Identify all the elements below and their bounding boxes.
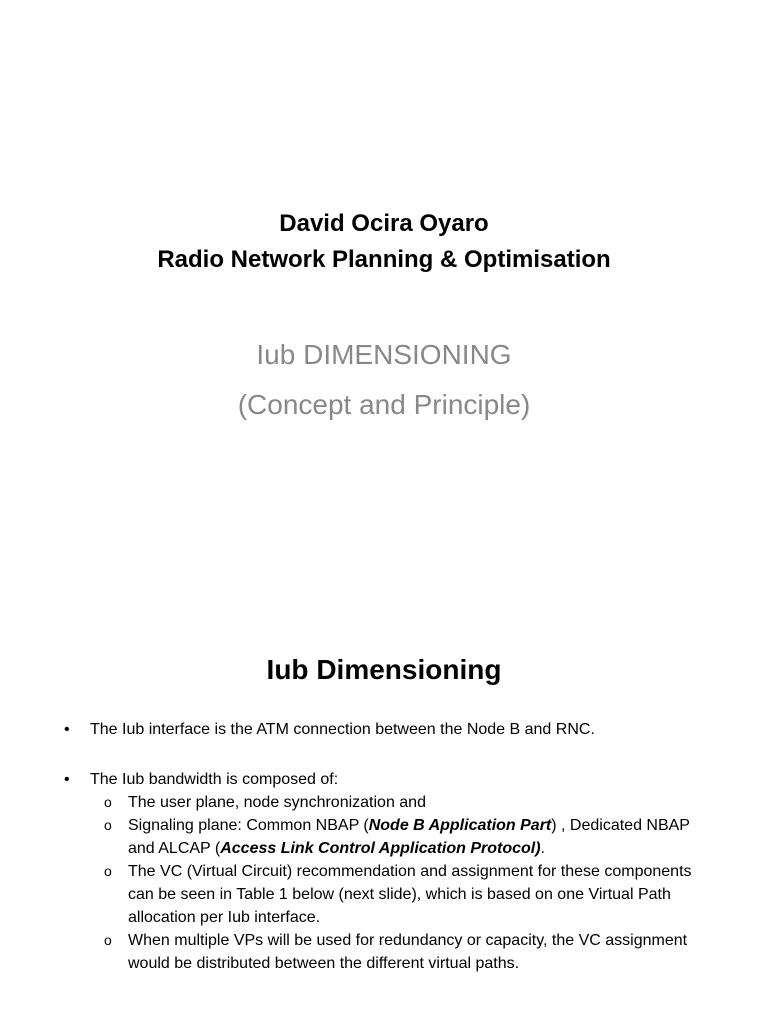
bullet-text: The Iub interface is the ATM connection between the Node B and RNC. [90, 721, 595, 738]
sub-bullet-text-part: ) , Dedicated NBAP and ALCAP ( [128, 817, 690, 857]
sub-bullet-text: The VC (Virtual Circuit) recommendation and assignment for these components can be seen in Table 1 below (next slide), which is based on one Virtual Path allocation per Iub interface. [128, 863, 692, 926]
sub-bullet-emphasis: Access Link Control Application Protocol) [220, 840, 541, 857]
bullet-text: The Iub bandwidth is composed of: [90, 771, 339, 788]
slide-title: Iub Dimensioning [266, 654, 502, 685]
sub-bullet-marker: o [104, 817, 112, 833]
sub-bullet-text-part: Signaling plane: Common NBAP ( [128, 817, 369, 834]
sub-bullet-list [90, 791, 700, 975]
sub-bullet-text: The user plane, node synchronization and [128, 794, 426, 811]
subtitle-line-2: (Concept and Principle) [237, 389, 531, 420]
bullet-item [60, 768, 700, 975]
author-block [0, 206, 768, 278]
sub-bullet-text-part: . [540, 840, 545, 857]
bullet-dot: • [64, 721, 70, 738]
presentation-subtitle [0, 330, 768, 430]
sub-bullet-item [90, 814, 700, 860]
sub-bullet-marker: o [104, 932, 112, 948]
sub-bullet-marker: o [104, 794, 112, 810]
bullet-list [60, 718, 700, 1002]
author-role: Radio Network Planning & Optimisation [157, 246, 611, 273]
sub-bullet-item [90, 929, 700, 975]
bullet-item [60, 718, 700, 741]
bullet-dot: • [64, 771, 70, 788]
sub-bullet-text: When multiple VPs will be used for redundancy or capacity, the VC assignment would be distributed between the different virtual paths. [128, 932, 688, 972]
sub-bullet-item [90, 791, 700, 814]
sub-bullet-emphasis: Node B Application Part [368, 817, 552, 834]
content-slide [0, 620, 768, 1024]
sub-bullet-marker: o [104, 863, 112, 879]
sub-bullet-item [90, 860, 700, 929]
subtitle-line-1: Iub DIMENSIONING [256, 339, 512, 370]
author-name: David Ocira Oyaro [279, 210, 489, 237]
